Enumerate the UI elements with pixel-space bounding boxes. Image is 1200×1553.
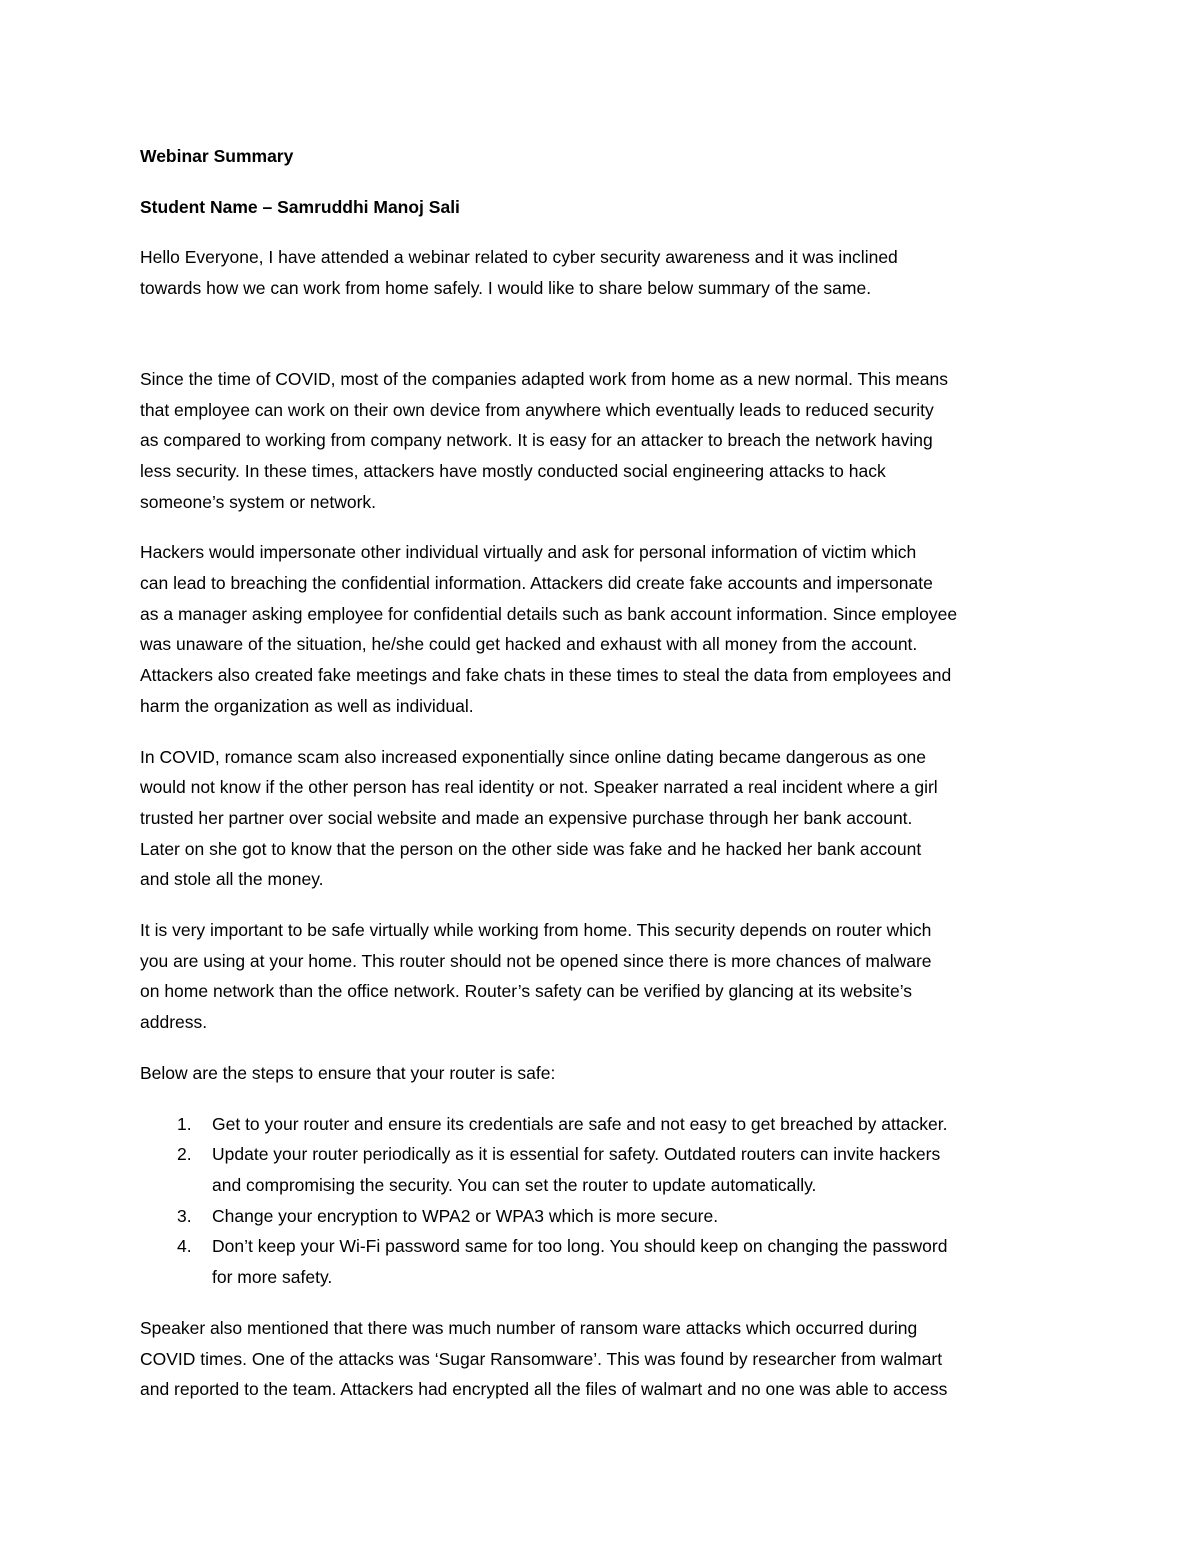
text-line: Update your router periodically as it is essential for safety. Outdated routers can invite hackers	[212, 1144, 941, 1165]
list-item	[140, 1231, 1065, 1292]
steps-intro	[140, 1058, 1065, 1089]
text-line: Later on she got to know that the person on the other side was fake and he hacked her bank account	[140, 838, 922, 859]
text-line: Hackers would impersonate other individual virtually and ask for personal information of victim which	[140, 542, 917, 563]
router-steps-list	[140, 1109, 1065, 1293]
text-line: In COVID, romance scam also increased exponentially since online dating became dangerous as one	[140, 746, 927, 767]
covid-wfh-paragraph	[140, 364, 1065, 518]
text-line: less security. In these times, attackers have mostly conducted social engineering attacks to hack	[140, 460, 886, 481]
list-number: 4.	[177, 1236, 192, 1257]
text-line: Hello Everyone, I have attended a webinar related to cyber security awareness and it was inclined	[140, 247, 898, 268]
text-line: Since the time of COVID, most of the companies adapted work from home as a new normal. This means	[140, 368, 948, 389]
text-line: towards how we can work from home safely. I would like to share below summary of the same.	[140, 278, 872, 299]
text-line: Change your encryption to WPA2 or WPA3 which is more secure.	[212, 1205, 719, 1226]
text-line: Speaker also mentioned that there was much number of ransom ware attacks which occurred during	[140, 1317, 918, 1338]
text-line: Get to your router and ensure its credentials are safe and not easy to get breached by attacker.	[212, 1113, 948, 1134]
router-security-paragraph	[140, 915, 1065, 1038]
text-line: COVID times. One of the attacks was ‘Sugar Ransomware’. This was found by researcher from walmart	[140, 1348, 943, 1369]
list-item	[140, 1109, 1065, 1140]
text-line: would not know if the other person has real identity or not. Speaker narrated a real incident where a girl	[140, 777, 938, 798]
list-number: 3.	[177, 1205, 192, 1226]
text-line: Below are the steps to ensure that your router is safe:	[140, 1062, 556, 1083]
text-line: It is very important to be safe virtually while working from home. This security depends on router which	[140, 920, 932, 941]
text-line: Attackers also created fake meetings and fake chats in these times to steal the data from employees and	[140, 665, 952, 686]
list-number: 1.	[177, 1113, 192, 1134]
impersonation-paragraph	[140, 537, 1065, 721]
text-line: as compared to working from company network. It is easy for an attacker to breach the network having	[140, 430, 933, 451]
text-line: address.	[140, 1012, 208, 1033]
text-line: someone’s system or network.	[140, 491, 377, 512]
document-title: Webinar Summary	[140, 146, 294, 166]
ransomware-paragraph	[140, 1313, 1065, 1405]
text-line: and reported to the team. Attackers had encrypted all the files of walmart and no one was able to access	[140, 1379, 948, 1400]
intro-paragraph	[140, 242, 1065, 303]
list-item	[140, 1201, 1065, 1232]
text-line: trusted her partner over social website and made an expensive purchase through her bank account.	[140, 807, 913, 828]
text-line: Don’t keep your Wi-Fi password same for too long. You should keep on changing the password	[212, 1236, 948, 1257]
student-name: Student Name – Samruddhi Manoj Sali	[140, 196, 460, 217]
list-item	[140, 1139, 1065, 1200]
text-line: on home network than the office network. Router’s safety can be verified by glancing at its website’s	[140, 981, 913, 1002]
text-line: for more safety.	[212, 1267, 333, 1288]
document-body	[140, 141, 1065, 1425]
text-line: and compromising the security. You can set the router to update automatically.	[212, 1174, 817, 1195]
list-number: 2.	[177, 1144, 192, 1165]
text-line: was unaware of the situation, he/she could get hacked and exhaust with all money from the account.	[140, 634, 918, 655]
romance-scam-paragraph	[140, 742, 1065, 896]
text-line: harm the organization as well as individual.	[140, 695, 474, 716]
text-line: and stole all the money.	[140, 869, 324, 890]
text-line: as a manager asking employee for confidential details such as bank account information. Since employee	[140, 603, 958, 624]
text-line: can lead to breaching the confidential information. Attackers did create fake accounts and impersonate	[140, 573, 933, 594]
text-line: you are using at your home. This router should not be opened since there is more chances of malware	[140, 950, 932, 971]
text-line: that employee can work on their own device from anywhere which eventually leads to reduced security	[140, 399, 934, 420]
